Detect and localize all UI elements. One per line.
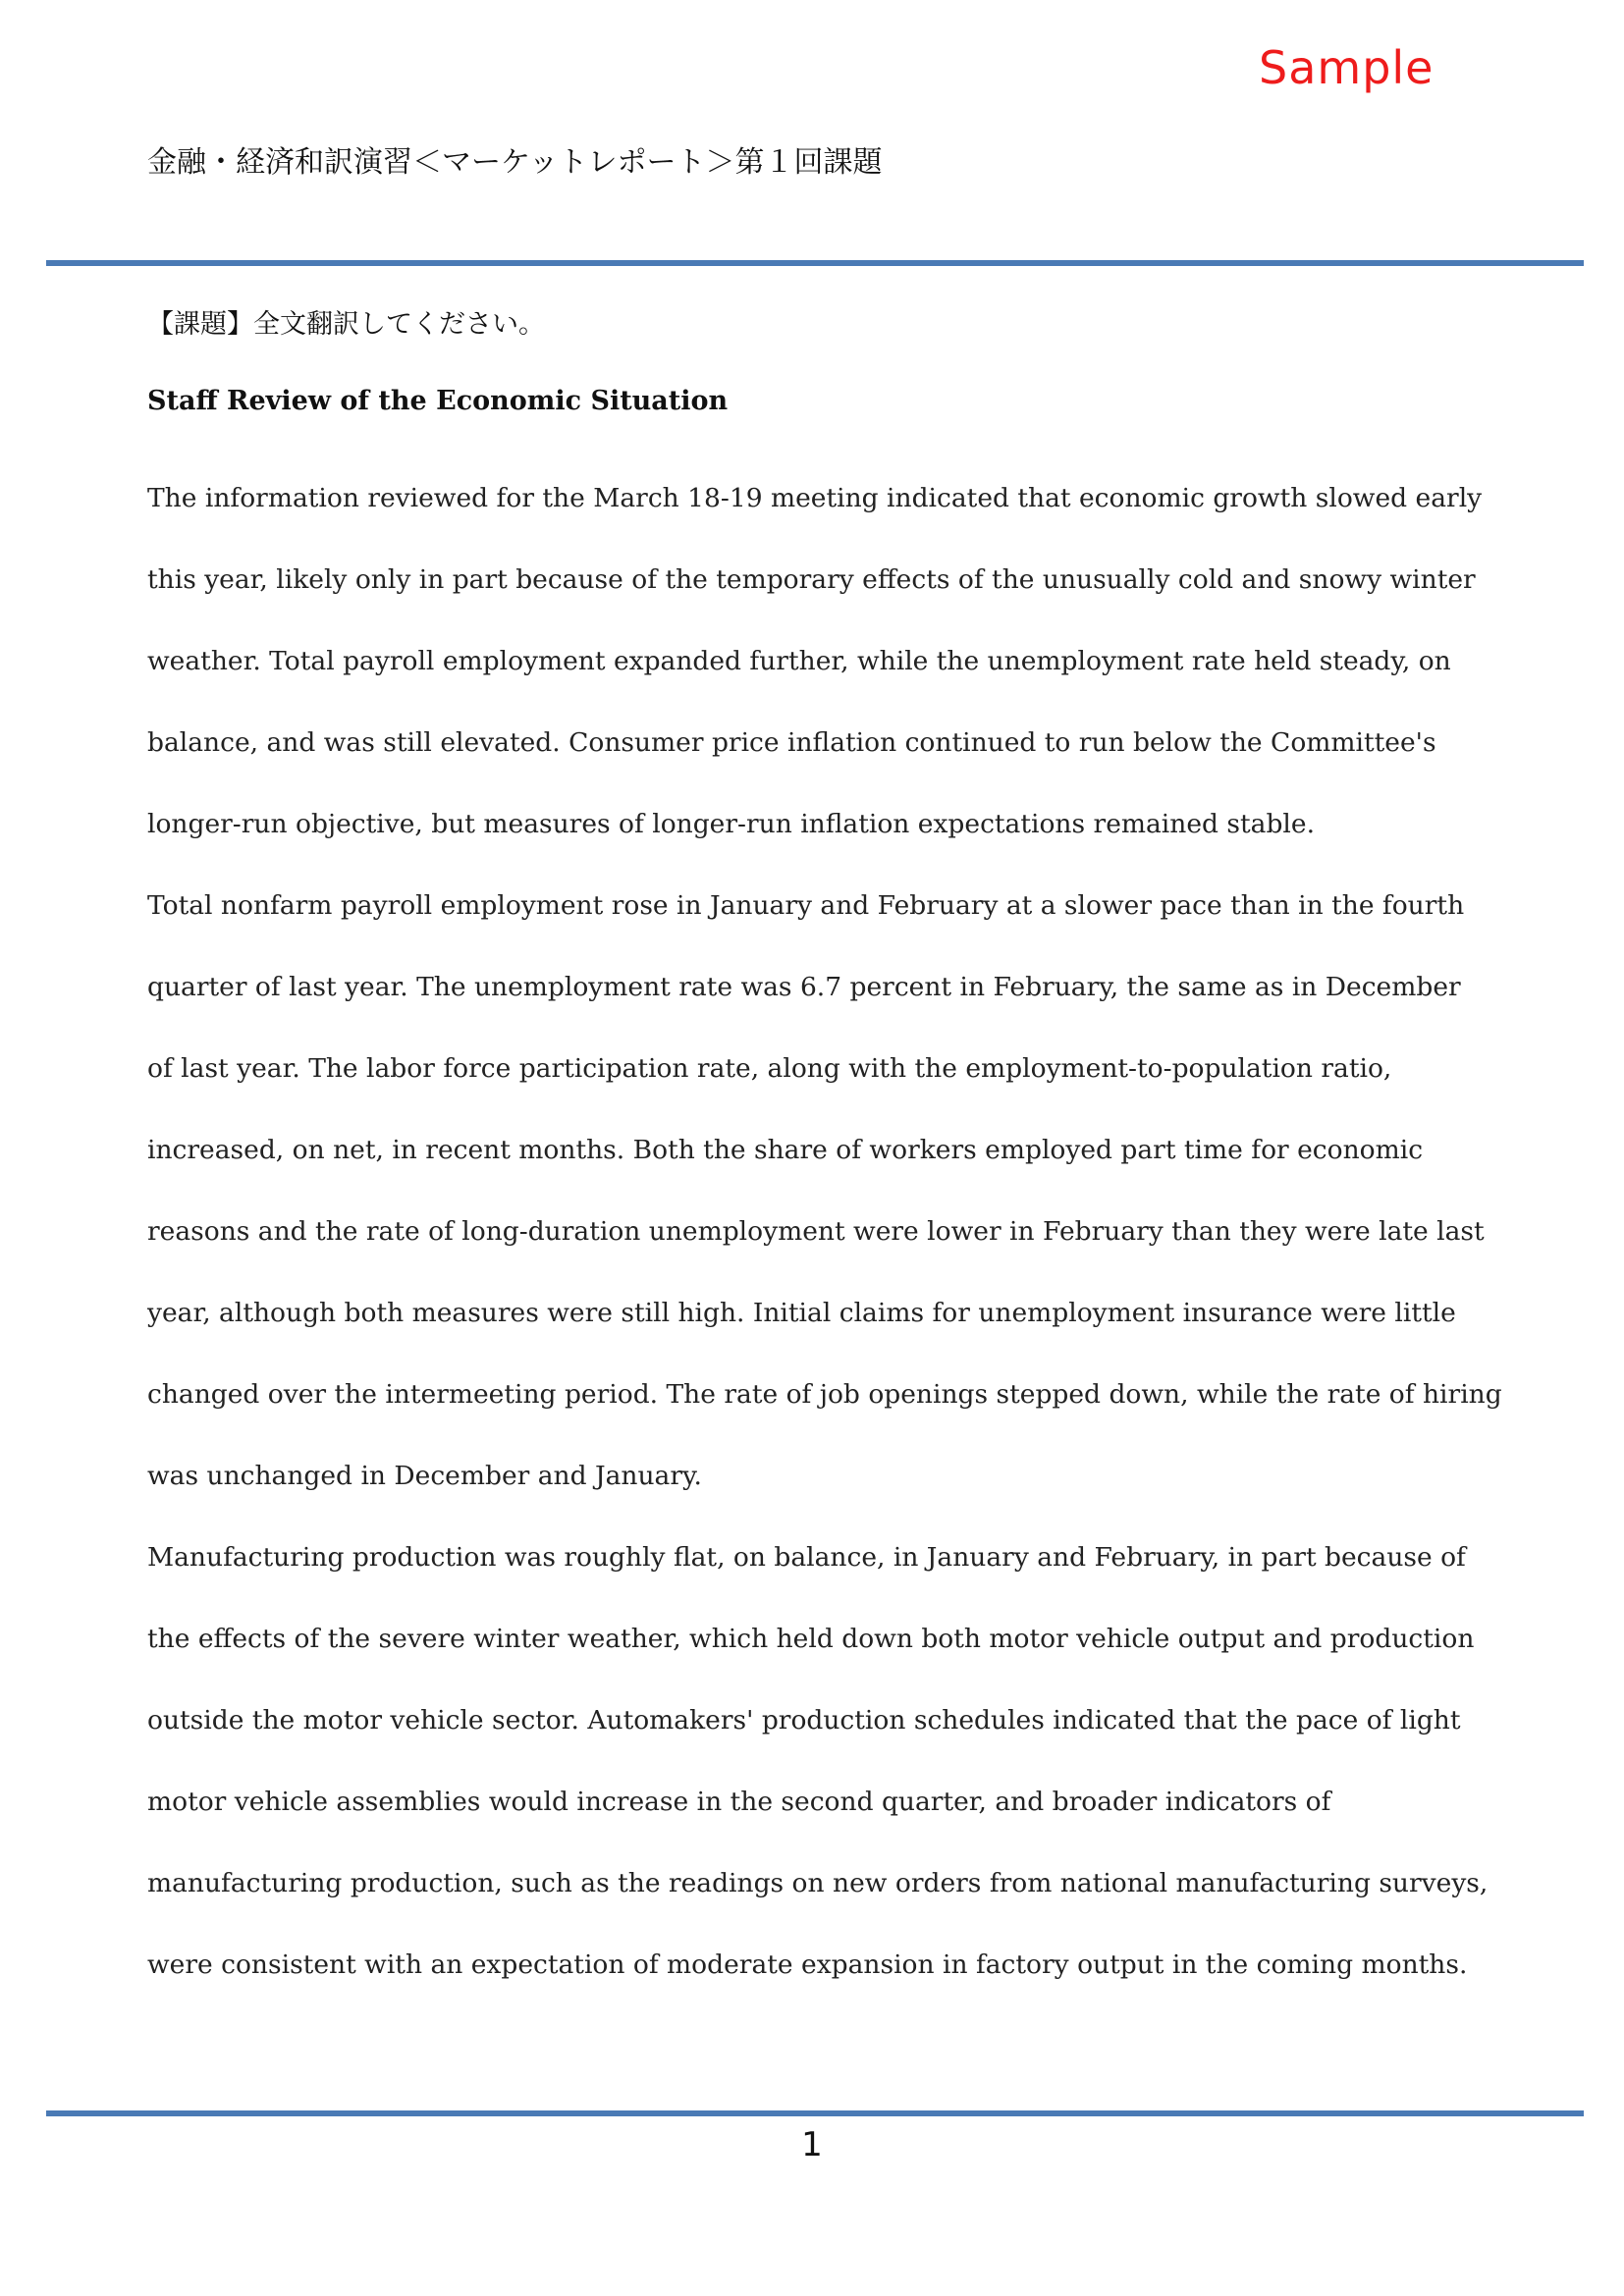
sample-watermark: Sample xyxy=(1259,41,1435,94)
text-line: outside the motor vehicle sector. Automakers' production schedules indicated that the pace of light xyxy=(147,1705,1461,1735)
text-line: changed over the intermeeting period. The rate of job openings stepped down, while the rate of hiring xyxy=(147,1379,1502,1410)
text-line: year, although both measures were still high. Initial claims for unemployment insurance were little xyxy=(147,1298,1456,1328)
text-line: of last year. The labor force participation rate, along with the employment-to-population ratio, xyxy=(147,1053,1392,1084)
body-text xyxy=(147,457,1502,2005)
section-heading: Staff Review of the Economic Situation xyxy=(147,386,729,416)
text-line: The information reviewed for the March 18-19 meeting indicated that economic growth slowed early xyxy=(147,483,1483,513)
text-line: weather. Total payroll employment expanded further, while the unemployment rate held steady, on xyxy=(147,646,1451,676)
text-line: balance, and was still elevated. Consumer price inflation continued to run below the Committee's xyxy=(147,727,1436,758)
text-line: Manufacturing production was roughly flat, on balance, in January and February, in part because of xyxy=(147,1542,1466,1573)
text-line: reasons and the rate of long-duration unemployment were lower in February than they were late last xyxy=(147,1216,1485,1247)
text-line: longer-run objective, but measures of longer-run inflation expectations remained stable. xyxy=(147,809,1316,839)
text-line: manufacturing production, such as the readings on new orders from national manufacturing surveys, xyxy=(147,1868,1489,1898)
text-line: quarter of last year. The unemployment rate was 6.7 percent in February, the same as in December xyxy=(147,972,1461,1002)
header-divider xyxy=(46,260,1584,266)
text-line: motor vehicle assemblies would increase in the second quarter, and broader indicators of xyxy=(147,1787,1331,1817)
text-line: this year, likely only in part because of the temporary effects of the unusually cold and snowy winter xyxy=(147,564,1476,595)
assignment-instruction: 【課題】全文翻訳してください。 xyxy=(147,309,545,340)
page-header-title: 金融・経済和訳演習＜マーケットレポート＞第１回課題 xyxy=(147,145,883,180)
text-line: was unchanged in December and January. xyxy=(147,1461,702,1491)
text-line: increased, on net, in recent months. Both the share of workers employed part time for economic xyxy=(147,1135,1424,1165)
text-line: Total nonfarm payroll employment rose in January and February at a slower pace than in the fourth xyxy=(147,890,1465,921)
text-line: the effects of the severe winter weather, which held down both motor vehicle output and production xyxy=(147,1624,1475,1654)
text-line: were consistent with an expectation of moderate expansion in factory output in the coming months. xyxy=(147,1949,1468,1980)
page-number: 1 xyxy=(801,2125,823,2164)
footer-divider xyxy=(46,2110,1584,2116)
